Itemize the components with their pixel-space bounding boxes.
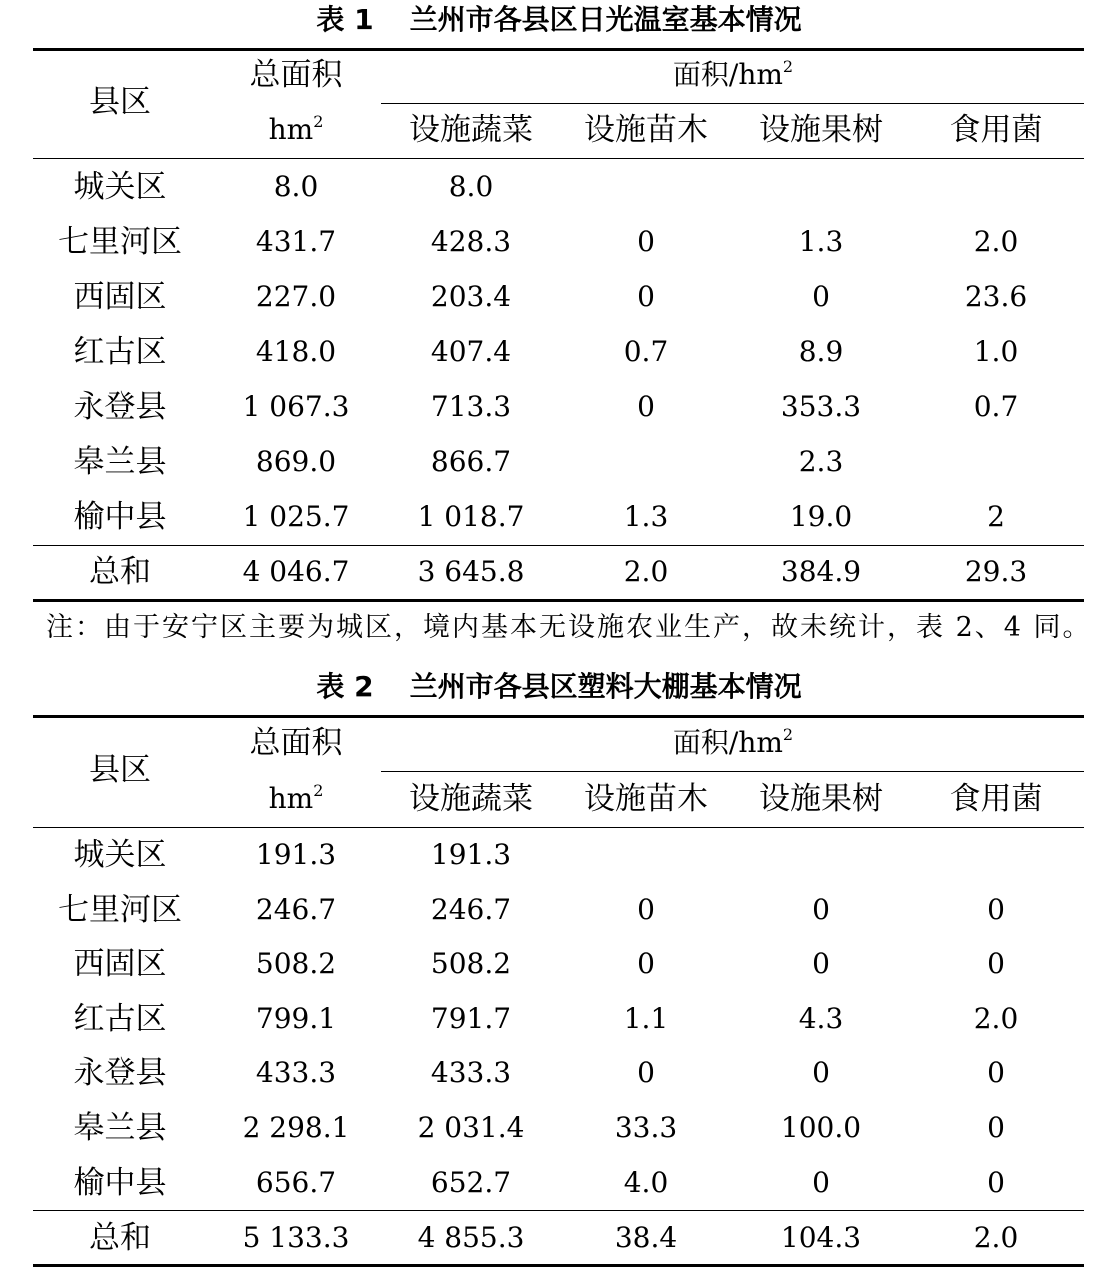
table1-row-county: 永登县 — [73, 389, 167, 425]
table1-row-total-area: 431.7 — [255, 225, 337, 258]
unit-text: 面积/hm — [672, 58, 783, 91]
table1-header-rule — [33, 158, 1084, 159]
table1-row-seedlings: 1.3 — [623, 500, 669, 533]
header-seedlings: 设施苗木 — [584, 781, 708, 817]
table2-total-county: 总和 — [89, 1220, 151, 1256]
table1-row-fungi: 23.6 — [964, 280, 1028, 313]
table2-row-fungi: 0 — [987, 1111, 1005, 1144]
table2-total-fruit-trees: 104.3 — [780, 1221, 862, 1254]
table1-row-seedlings: 0 — [637, 280, 655, 313]
table2-title — [0, 667, 1118, 707]
table2-row-county: 榆中县 — [73, 1164, 167, 1201]
table2-row-fungi: 0 — [987, 892, 1005, 926]
header-total-area-unit — [211, 772, 381, 826]
header-area-group — [553, 716, 913, 770]
table2-total-total-area: 5 133.3 — [242, 1221, 350, 1254]
table1-row-fungi: 2.0 — [973, 225, 1019, 258]
table1-row-total-area: 1 025.7 — [242, 500, 350, 533]
table1-row-vegetables: 866.7 — [430, 445, 512, 478]
unit-superscript: 2 — [782, 57, 794, 76]
table1-total-total-area: 4 046.7 — [242, 555, 350, 588]
table1-row-fungi: 0.7 — [973, 390, 1019, 423]
table1-total-fungi: 29.3 — [964, 555, 1028, 588]
table2-row-fruit-trees: 4.3 — [798, 1001, 844, 1035]
header-county: 县区 — [89, 84, 151, 120]
table1-row-total-area: 869.0 — [255, 445, 337, 478]
table1-row-total-area: 1 067.3 — [242, 390, 350, 423]
table1-row-vegetables: 1 018.7 — [417, 500, 525, 533]
table2-row-county: 七里河区 — [58, 891, 182, 928]
table2-row-county: 皋兰县 — [73, 1110, 167, 1146]
table2-row-fungi: 2.0 — [973, 1001, 1019, 1035]
table-note: 注：由于安宁区主要为城区，境内基本无设施农业生产，故未统计，表 2、4 同。 — [46, 612, 1092, 643]
table1-row-vegetables: 407.4 — [430, 335, 512, 368]
table2-row-total-area: 433.3 — [255, 1056, 337, 1090]
header-total-area-unit — [211, 103, 381, 157]
table2-row-vegetables: 791.7 — [430, 1001, 512, 1035]
table2-row-total-area: 656.7 — [255, 1165, 337, 1199]
unit-text: hm — [268, 782, 314, 815]
table2-total-vegetables: 4 855.3 — [417, 1221, 525, 1254]
table2-row-fruit-trees: 0 — [812, 892, 830, 926]
table1-row-fruit-trees: 8.9 — [798, 335, 844, 368]
table2-row-total-area: 508.2 — [255, 947, 337, 981]
header-vegetables: 设施蔬菜 — [409, 781, 533, 817]
table1-total-county: 总和 — [89, 554, 151, 590]
table2-row-seedlings: 33.3 — [614, 1111, 678, 1144]
header-fruit-trees: 设施果树 — [759, 781, 883, 817]
table2-row-vegetables: 191.3 — [430, 838, 512, 871]
header-area-group — [553, 48, 913, 102]
table2-row-fruit-trees: 100.0 — [780, 1111, 862, 1144]
unit-superscript: 2 — [313, 112, 324, 131]
table1-row-fruit-trees: 353.3 — [780, 390, 862, 423]
table1-row-seedlings: 0.7 — [623, 335, 669, 368]
table1-total-vegetables: 3 645.8 — [417, 555, 525, 588]
table1-number: 表 1 — [316, 3, 374, 36]
table1-row-vegetables: 713.3 — [430, 390, 512, 423]
table2-row-vegetables: 508.2 — [430, 947, 512, 981]
header-total-area: 总面积 — [249, 725, 343, 761]
table1-row-fruit-trees: 1.3 — [798, 225, 844, 258]
table2-row-county: 西固区 — [73, 946, 167, 983]
table1-row-vegetables: 428.3 — [430, 225, 512, 258]
table2-number: 表 2 — [316, 670, 374, 703]
table1-title-text: 兰州市各县区日光温室基本情况 — [409, 3, 802, 36]
table1-row-total-area: 8.0 — [273, 170, 319, 203]
table1-total-seedlings: 2.0 — [623, 555, 669, 588]
table1-row-fungi: 1.0 — [973, 335, 1019, 368]
table2-row-vegetables: 246.7 — [430, 892, 512, 926]
table2-row-fruit-trees: 0 — [812, 1165, 830, 1199]
table2-row-fruit-trees: 0 — [812, 1056, 830, 1090]
table2-row-fungi: 0 — [987, 1165, 1005, 1199]
table2-row-county: 城关区 — [73, 837, 167, 873]
table2-row-fungi: 0 — [987, 1056, 1005, 1090]
header-county: 县区 — [89, 752, 151, 788]
header-total-area: 总面积 — [249, 57, 343, 93]
table2-title-text: 兰州市各县区塑料大棚基本情况 — [409, 670, 802, 703]
table1-row-fruit-trees: 19.0 — [789, 500, 853, 533]
table2-row-vegetables: 652.7 — [430, 1165, 512, 1199]
table2-row-total-area: 191.3 — [255, 838, 337, 871]
table1-row-fungi: 2 — [987, 500, 1005, 533]
table2-row-fruit-trees: 0 — [812, 947, 830, 981]
table2-row-seedlings: 0 — [637, 1056, 655, 1090]
table1-row-fruit-trees: 0 — [812, 280, 830, 313]
table2-row-total-area: 2 298.1 — [242, 1111, 350, 1144]
table1-title — [0, 0, 1118, 40]
header-fungi: 食用菌 — [949, 112, 1043, 148]
table1-row-county: 皋兰县 — [73, 444, 167, 480]
table1-row-seedlings: 0 — [637, 390, 655, 423]
table1-row-county: 城关区 — [73, 169, 167, 205]
table2-row-seedlings: 0 — [637, 947, 655, 981]
table1-row-county: 西固区 — [73, 279, 167, 315]
table2-row-vegetables: 433.3 — [430, 1056, 512, 1090]
header-fungi: 食用菌 — [949, 781, 1043, 817]
unit-text: 面积/hm — [672, 726, 783, 759]
table1-row-total-area: 227.0 — [255, 280, 337, 313]
table2-row-seedlings: 4.0 — [623, 1165, 669, 1199]
table1-row-total-area: 418.0 — [255, 335, 337, 368]
table2-row-seedlings: 0 — [637, 892, 655, 926]
table1-row-county: 榆中县 — [73, 499, 167, 535]
table1-row-vegetables: 8.0 — [448, 170, 494, 203]
table1-row-county: 红古区 — [73, 334, 167, 370]
header-vegetables: 设施蔬菜 — [409, 112, 533, 148]
unit-text: hm — [268, 113, 314, 146]
table2-row-total-area: 246.7 — [255, 892, 337, 926]
table2-row-vegetables: 2 031.4 — [417, 1111, 525, 1144]
table1-row-vegetables: 203.4 — [430, 280, 512, 313]
table2-total-seedlings: 38.4 — [614, 1221, 678, 1254]
table2-row-fungi: 0 — [987, 947, 1005, 981]
table1-row-seedlings: 0 — [637, 225, 655, 258]
table2-row-seedlings: 1.1 — [623, 1001, 669, 1035]
table2-row-county: 红古区 — [73, 1000, 167, 1037]
table1-total-fruit-trees: 384.9 — [780, 555, 862, 588]
unit-superscript: 2 — [313, 781, 324, 800]
table1-row-county: 七里河区 — [58, 224, 182, 260]
table1-row-fruit-trees: 2.3 — [798, 445, 844, 478]
table2-row-total-area: 799.1 — [255, 1001, 337, 1035]
table2-row-county: 永登县 — [73, 1055, 167, 1092]
unit-superscript: 2 — [782, 725, 794, 744]
header-fruit-trees: 设施果树 — [759, 112, 883, 148]
table2-total-fungi: 2.0 — [973, 1221, 1019, 1254]
table1-bottom-rule — [33, 599, 1084, 602]
header-seedlings: 设施苗木 — [584, 112, 708, 148]
